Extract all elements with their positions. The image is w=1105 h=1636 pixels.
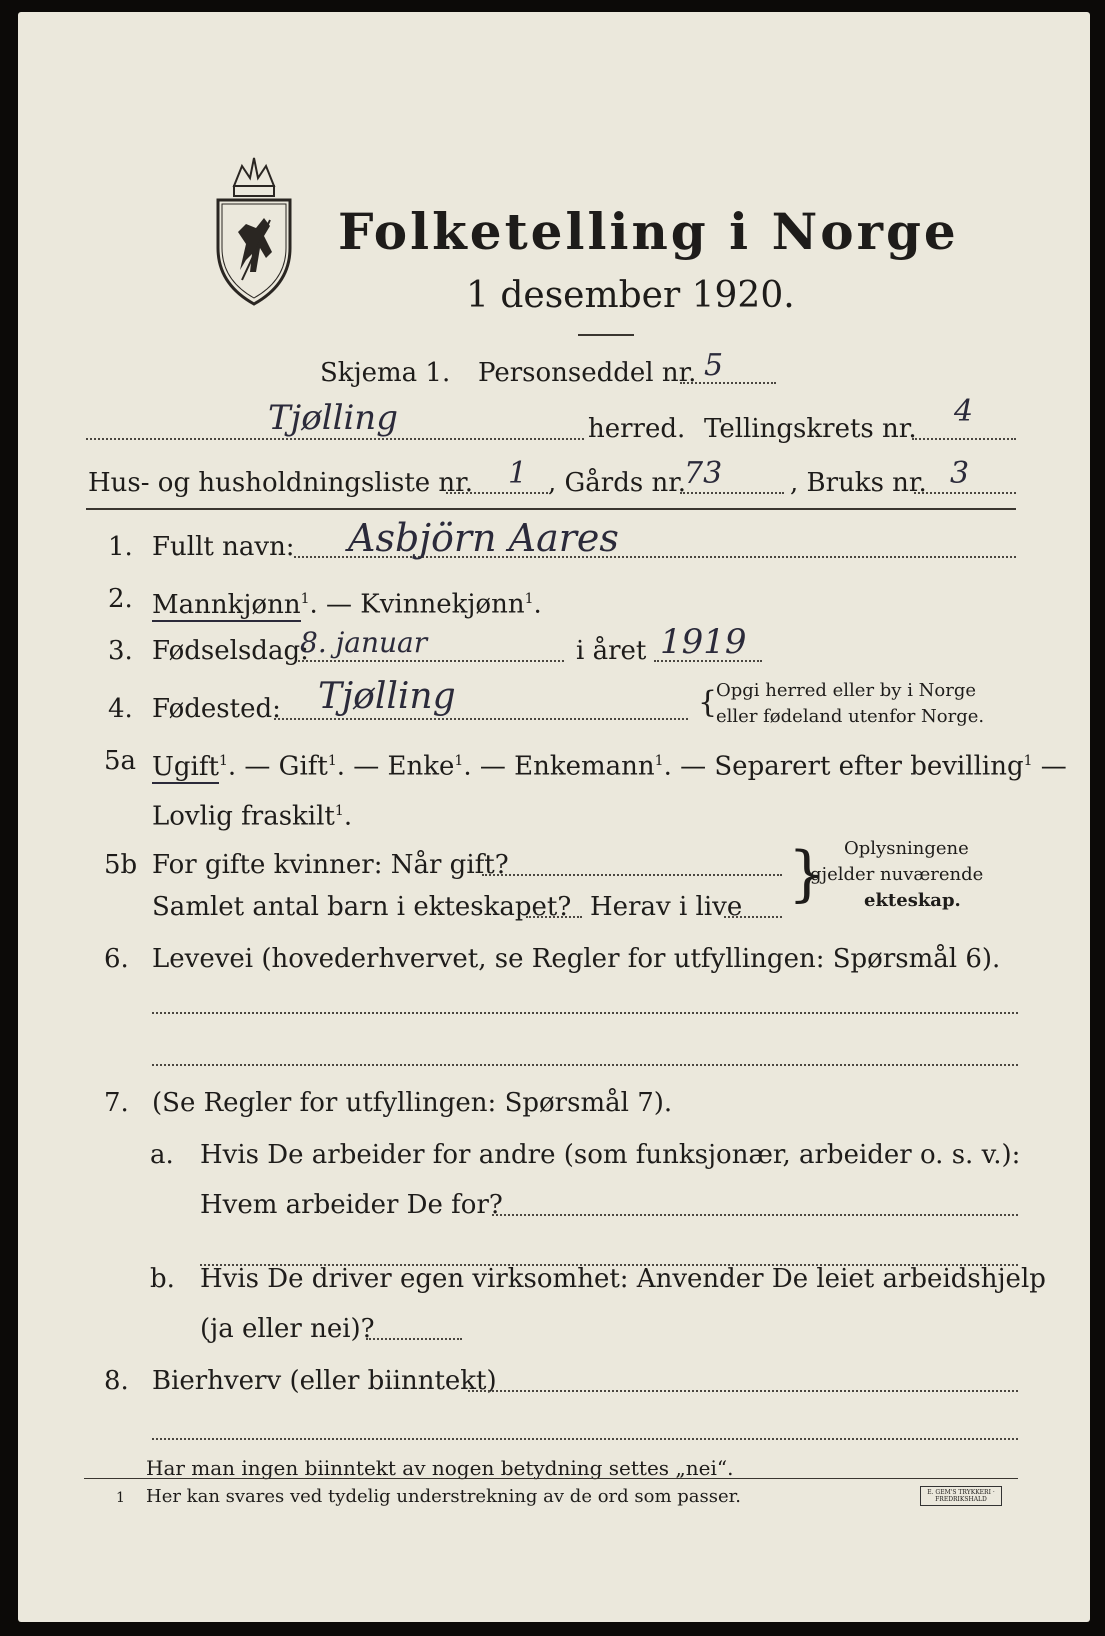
census-form-page — [18, 12, 1090, 1622]
q7a-line1: Hvis De arbeider for andre (som funksjonær, arbeider o. s. v.): — [200, 1140, 1021, 1170]
q4-birthplace-value[interactable]: Tjølling — [318, 676, 456, 717]
q5b-note-brace: } — [788, 839, 827, 909]
q5b-children-field-line — [526, 916, 582, 918]
personseddel-value[interactable]: 5 — [704, 348, 724, 383]
q3-date-field-line — [298, 660, 564, 662]
q7a-employer-label: Hvem arbeider De for? — [200, 1190, 503, 1220]
q3-label: Fødselsdag: — [152, 636, 309, 666]
personseddel-field-line — [680, 382, 776, 384]
herred-label: herred. — [588, 414, 686, 444]
husliste-value[interactable]: 1 — [508, 456, 528, 491]
footer-separator — [84, 1478, 1018, 1479]
q3-birthday-value[interactable]: 8. januar — [300, 626, 428, 659]
q5b-alive-field-line — [724, 916, 782, 918]
nei-note: Har man ingen biinntekt av nogen betydning settes „nei“. — [146, 1456, 734, 1480]
gards-value[interactable]: 73 — [684, 456, 723, 491]
q7b-answer-field-line — [366, 1338, 462, 1340]
gards-field-line — [680, 492, 784, 494]
q2-end: . — [533, 589, 542, 620]
q6-field-line-1 — [152, 1012, 1018, 1014]
title-divider — [578, 334, 634, 336]
q4-note-line2: eller fødeland utenfor Norge. — [716, 706, 985, 727]
q5b-number: 5b — [104, 850, 138, 880]
husliste-label: Hus- og husholdningsliste nr. — [88, 468, 474, 498]
q4-number: 4. — [108, 694, 133, 724]
q3-year-value[interactable]: 1919 — [660, 622, 747, 662]
separator: . — — [663, 751, 715, 782]
q5a-option-ugift[interactable]: Ugift — [152, 751, 219, 782]
q5b-children-label: Samlet antal barn i ekteskapet? — [152, 892, 572, 922]
form-date: 1 desember 1920. — [466, 275, 795, 316]
schema-label: Skjema 1. — [320, 358, 451, 388]
q7b-letter: b. — [150, 1264, 175, 1294]
q2-separator: . — — [309, 589, 361, 620]
q5a-civil-status-options — [152, 746, 1067, 782]
q5a-line2 — [152, 796, 352, 832]
q5a-option-gift[interactable]: Gift — [278, 751, 328, 782]
husliste-field-line — [446, 492, 548, 494]
q1-label: Fullt navn: — [152, 532, 295, 562]
header-separator — [86, 508, 1016, 510]
printer-stamp: E. GEM'S TRYKKERI · FREDRIKSHALD — [920, 1486, 1002, 1506]
separator: . — — [463, 751, 515, 782]
q7a-employer-field-line — [492, 1214, 1018, 1216]
q3-year-label: i året — [576, 636, 647, 666]
q7-label: (Se Regler for utfyllingen: Spørsmål 7). — [152, 1088, 673, 1118]
q5b-married-field-line — [482, 874, 782, 876]
q4-note-brace: { — [698, 685, 718, 720]
q7b-line1: Hvis De driver egen virksomhet: Anvender De leiet arbeidshjelp — [200, 1264, 1046, 1294]
tellingskrets-label: Tellingskrets nr. — [704, 414, 917, 444]
separator: . — — [227, 751, 279, 782]
herred-value[interactable]: Tjølling — [268, 398, 398, 438]
tellingskrets-value[interactable]: 4 — [954, 394, 974, 429]
bruks-field-line — [914, 492, 1016, 494]
footnote-ref: 1 — [454, 753, 464, 769]
q4-field-line — [274, 718, 688, 720]
gards-label: , Gårds nr. — [548, 468, 687, 498]
q7-number: 7. — [104, 1088, 129, 1118]
q6-number: 6. — [104, 944, 129, 974]
footnote-mark: 1 — [116, 1490, 125, 1506]
separator: — — [1032, 751, 1067, 782]
q7b-answer-label: (ja eller nei)? — [200, 1314, 375, 1344]
q2-sex-options — [152, 584, 542, 620]
q5a-number: 5a — [104, 746, 137, 776]
separator: . — — [336, 751, 388, 782]
q6-field-line-2 — [152, 1064, 1018, 1066]
q4-label: Fødested: — [152, 694, 281, 724]
q1-number: 1. — [108, 532, 133, 562]
q7a-letter: a. — [150, 1140, 174, 1170]
personseddel-label: Personseddel nr. — [478, 358, 697, 388]
q5a-option-enkemann[interactable]: Enkemann — [514, 751, 655, 782]
q6-label: Levevei (hovederhvervet, se Regler for utfyllingen: Spørsmål 6). — [152, 944, 1001, 974]
q5b-note-line2: gjelder nuværende — [810, 864, 984, 885]
footnote-ref: 1 — [334, 803, 344, 819]
q5b-married-label: For gifte kvinner: Når gift? — [152, 850, 509, 880]
q5a-option-enke[interactable]: Enke — [387, 751, 455, 782]
q1-full-name-value[interactable]: Asbjörn Aares — [348, 516, 619, 560]
q8-label: Bierhverv (eller biinntekt) — [152, 1366, 497, 1396]
q5b-note-line3: ekteskap. — [864, 890, 961, 911]
tellingskrets-field-line — [912, 438, 1016, 440]
q3-number: 3. — [108, 636, 133, 666]
footnote-ref: 1 — [654, 753, 664, 769]
q5b-alive-label: Herav i live — [590, 892, 743, 922]
q8-field-line-1 — [468, 1390, 1018, 1392]
q2-male-option[interactable]: Mannkjønn — [152, 589, 301, 620]
norwegian-coat-of-arms-icon — [212, 148, 296, 308]
footnote-ref: 1 — [1023, 753, 1033, 769]
q5a-option-fraskilt[interactable]: Lovlig fraskilt — [152, 801, 335, 832]
q4-note-line1: Opgi herred eller by i Norge — [716, 680, 977, 701]
q5a-end: . — [343, 801, 353, 832]
q5b-note-line1: Oplysningene — [844, 838, 969, 859]
footnote-ref: 1 — [218, 753, 228, 769]
herred-field-line — [86, 438, 584, 440]
bruks-value[interactable]: 3 — [950, 456, 970, 491]
form-title: Folketelling i Norge — [338, 202, 959, 261]
q2-footnote-ref: 1 — [300, 591, 310, 607]
q2-number: 2. — [108, 584, 133, 614]
q8-field-line-2 — [152, 1438, 1018, 1440]
footnote-ref: 1 — [327, 753, 337, 769]
q8-number: 8. — [104, 1366, 129, 1396]
q2-female-option[interactable]: Kvinnekjønn — [360, 589, 525, 620]
bruks-label: , Bruks nr. — [790, 468, 927, 498]
q5a-option-separert[interactable]: Separert efter bevilling — [714, 751, 1024, 782]
footnote-text: Her kan svares ved tydelig understrekning av de ord som passer. — [146, 1486, 741, 1507]
q2-footnote-ref-2: 1 — [524, 591, 534, 607]
